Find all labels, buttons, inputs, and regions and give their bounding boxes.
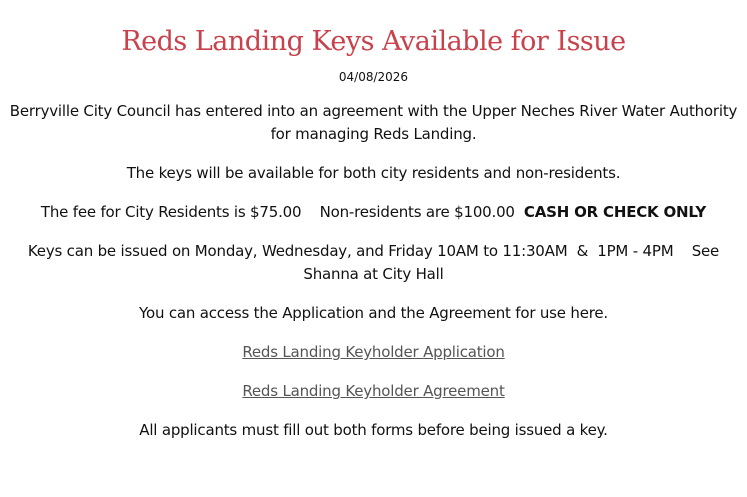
agreement-link[interactable]: Reds Landing Keyholder Agreement [242,382,505,400]
page-title: Reds Landing Keys Available for Issue [121,26,626,57]
final-paragraph: All applicants must fill out both forms before being issued a key. [139,421,608,439]
availability-paragraph: The keys will be available for both city residents and non-residents. [126,164,621,182]
post-date: 04/08/2026 [338,70,409,84]
hours-paragraph: Keys can be issued on Monday, Wednesday, and Friday 10AM to 11:30AM & 1PM - 4PM See Shanna at City Hall [27,242,724,283]
application-link[interactable]: Reds Landing Keyholder Application [242,343,505,361]
nonresident-fee: Non-residents are $100.00 [319,203,515,221]
fee-paragraph [6,201,741,224]
resident-fee: The fee for City Residents is $75.00 [40,203,302,221]
access-paragraph: You can access the Application and the Agreement for use here. [139,304,608,322]
payment-note: CASH OR CHECK ONLY [523,203,707,221]
intro-paragraph: Berryville City Council has entered into an agreement with the Upper Neches River Water Authority for managing Reds Landing. [9,102,738,143]
